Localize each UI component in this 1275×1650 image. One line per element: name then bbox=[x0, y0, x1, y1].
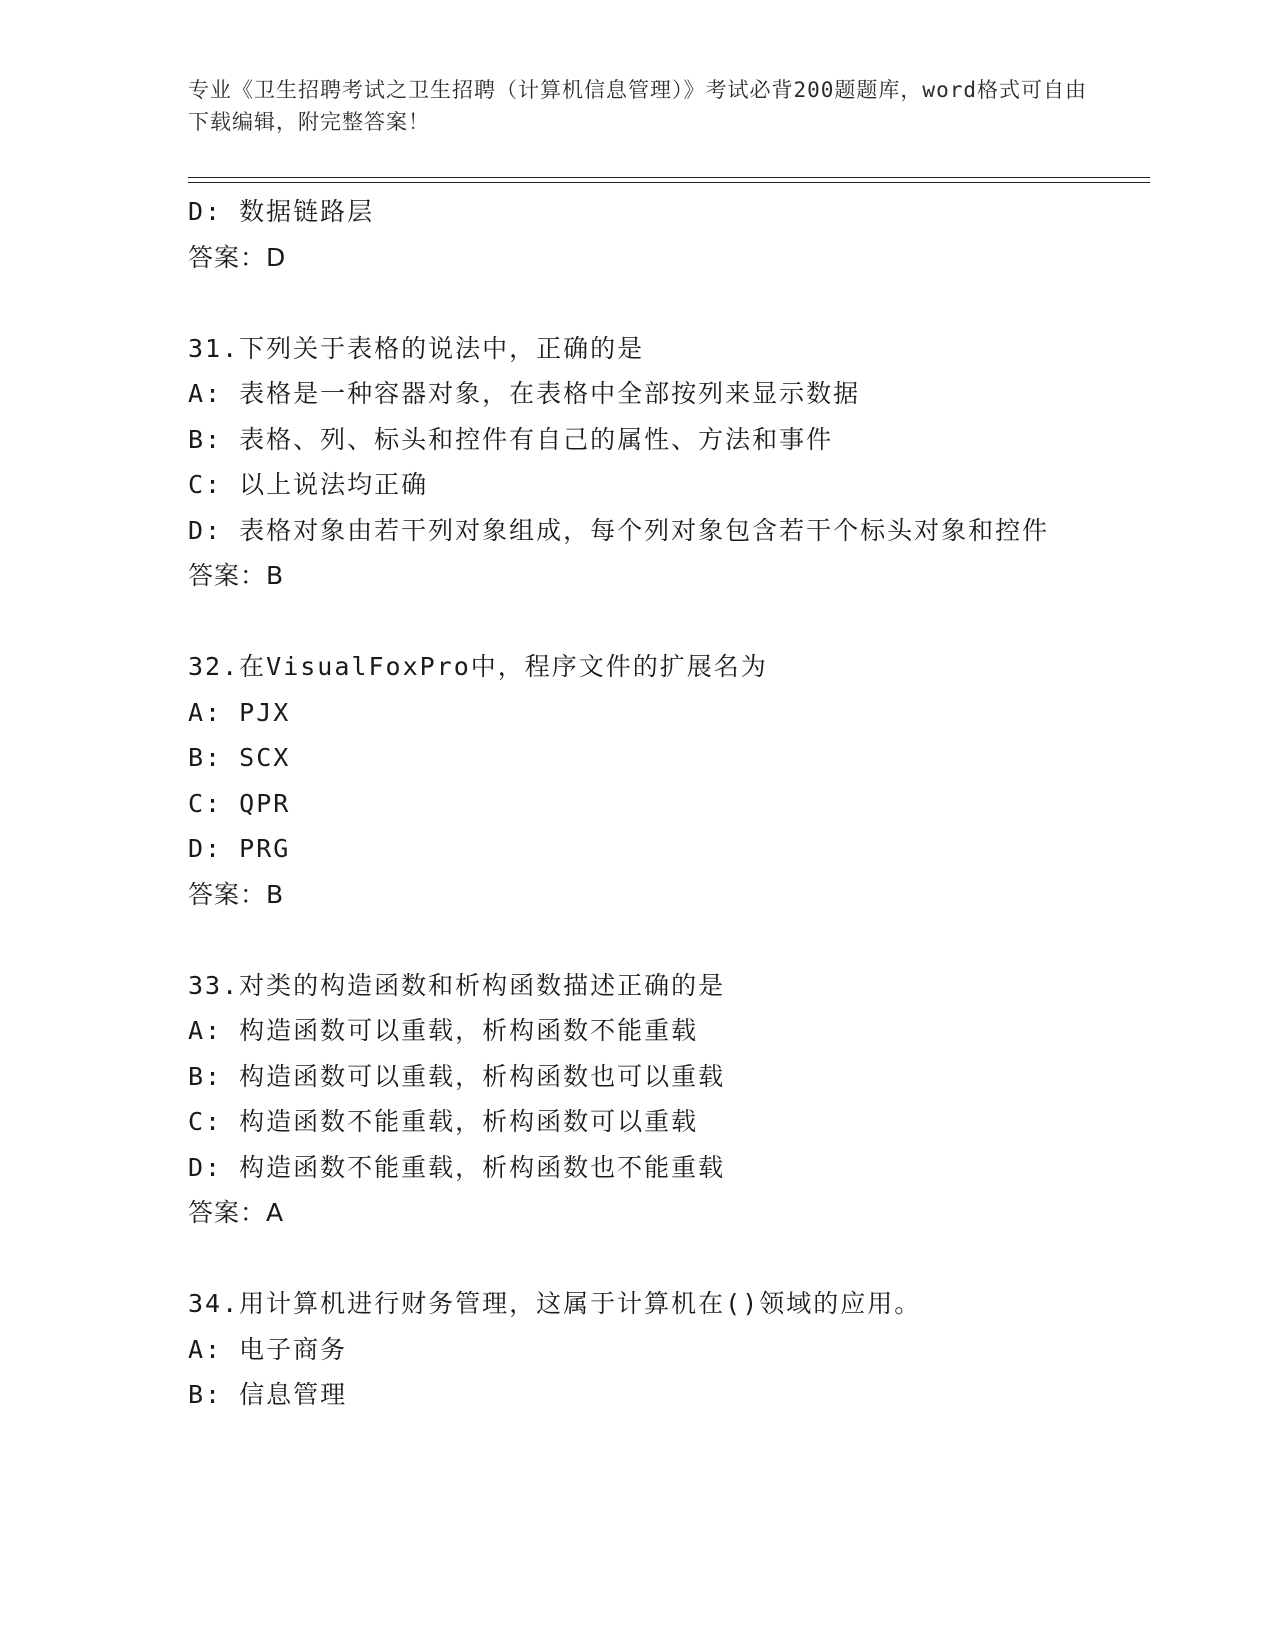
option-line: B: 构造函数可以重载，析构函数也可以重载 bbox=[188, 1061, 726, 1091]
header-divider-top bbox=[188, 177, 1150, 178]
option-line: B: 信息管理 bbox=[188, 1380, 348, 1409]
option-line: B: SCX bbox=[188, 743, 291, 772]
question-block bbox=[188, 189, 1088, 280]
option-line: A: PJX bbox=[188, 697, 291, 727]
block-spacer bbox=[188, 599, 1088, 645]
answer-line: 答案：B bbox=[188, 561, 285, 590]
question-content bbox=[188, 189, 1088, 1418]
block-spacer bbox=[188, 1236, 1088, 1282]
option-line: B: 表格、列、标头和控件有自己的属性、方法和事件 bbox=[188, 424, 834, 454]
question-line: 33.对类的构造函数和析构函数描述正确的是 bbox=[188, 970, 726, 1000]
option-line: A: 表格是一种容器对象，在表格中全部按列来显示数据 bbox=[188, 379, 861, 408]
question-line: 34.用计算机进行财务管理，这属于计算机在()领域的应用。 bbox=[188, 1289, 922, 1318]
question-block bbox=[188, 644, 1088, 917]
question-block bbox=[188, 963, 1088, 1236]
answer-line: 答案：A bbox=[188, 1198, 285, 1227]
block-spacer bbox=[188, 280, 1088, 326]
block-spacer bbox=[188, 917, 1088, 963]
option-line: D: 构造函数不能重载，析构函数也不能重载 bbox=[188, 1152, 726, 1182]
question-block bbox=[188, 326, 1088, 599]
option-line: A: 电子商务 bbox=[188, 1334, 348, 1364]
option-line: A: 构造函数可以重载，析构函数不能重载 bbox=[188, 1016, 699, 1045]
option-line: C: 构造函数不能重载，析构函数可以重载 bbox=[188, 1107, 699, 1136]
document-header: 专业《卫生招聘考试之卫生招聘（计算机信息管理）》考试必背200题题库，word格式可自由下载编辑，附完整答案！ bbox=[188, 78, 1087, 134]
option-line: C: QPR bbox=[188, 788, 291, 818]
question-block bbox=[188, 1281, 1088, 1418]
answer-line: 答案：B bbox=[188, 879, 285, 909]
option-line: D: PRG bbox=[188, 834, 291, 863]
option-line: D: 数据链路层 bbox=[188, 197, 375, 226]
question-line: 31.下列关于表格的说法中，正确的是 bbox=[188, 333, 645, 363]
header-divider-bottom bbox=[188, 182, 1150, 183]
option-line: C: 以上说法均正确 bbox=[188, 470, 429, 499]
question-line: 32.在VisualFoxPro中，程序文件的扩展名为 bbox=[188, 652, 768, 681]
answer-line: 答案：D bbox=[188, 242, 287, 272]
option-line: D: 表格对象由若干列对象组成，每个列对象包含若干个标头对象和控件 bbox=[188, 515, 1050, 545]
